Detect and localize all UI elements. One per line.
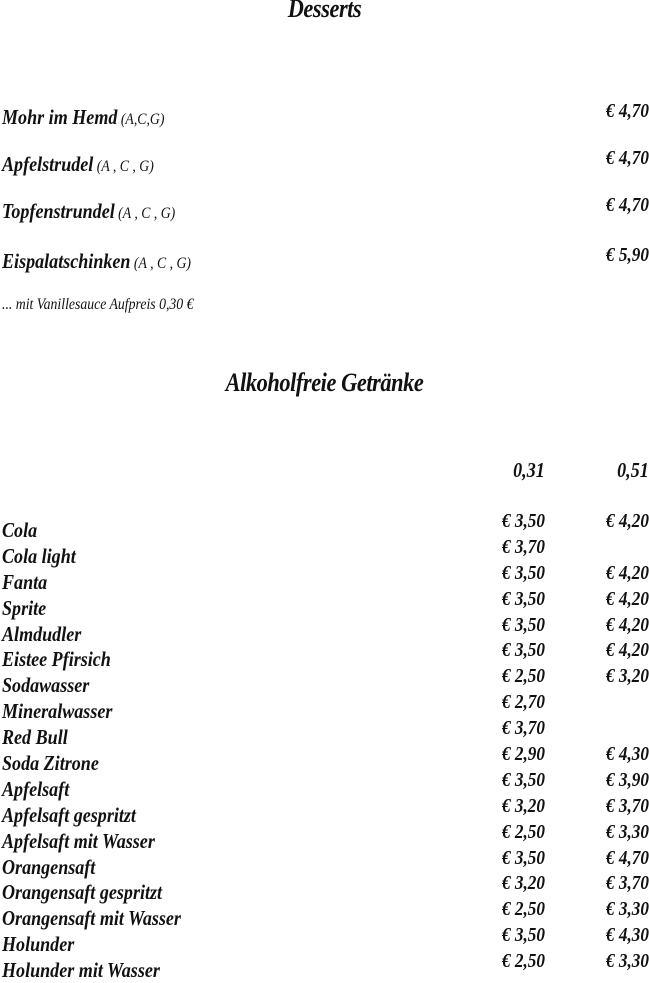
- drink-row: [0, 639, 649, 672]
- drink-name: Sprite: [2, 595, 47, 620]
- drink-row: [0, 768, 649, 801]
- drink-row: [0, 717, 649, 750]
- dessert-price: € 4,70: [606, 100, 649, 122]
- drink-price-large: € 3,30: [606, 898, 649, 921]
- drink-row: [0, 898, 649, 931]
- drink-row: [0, 613, 649, 646]
- drink-name: Holunder: [2, 932, 75, 957]
- dessert-name: [2, 249, 191, 274]
- drink-row: [0, 743, 649, 776]
- drink-name: Soda Zitrone: [2, 751, 99, 776]
- dessert-name: [2, 105, 164, 130]
- drink-price-large: € 4,20: [606, 561, 649, 584]
- drink-price-small: € 3,50: [502, 613, 545, 636]
- drink-price-small: € 2,90: [502, 743, 545, 766]
- drink-price-small: € 3,20: [502, 872, 545, 895]
- dessert-price: € 5,90: [606, 244, 649, 266]
- drink-name: Orangensaft mit Wasser: [2, 906, 181, 931]
- drink-price-small: € 3,50: [502, 587, 545, 610]
- drink-price-large: € 3,90: [606, 768, 649, 791]
- drink-price-small: € 3,70: [502, 535, 545, 558]
- drink-name: Apfelsaft: [2, 776, 70, 801]
- drink-name: Almdudler: [2, 621, 82, 646]
- drink-price-small: € 2,50: [502, 898, 545, 921]
- drink-price-small: € 2,50: [502, 820, 545, 843]
- dessert-item: [2, 194, 649, 224]
- dessert-item: [2, 100, 649, 130]
- drink-name: Orangensaft: [2, 854, 96, 879]
- drink-row: [0, 820, 649, 853]
- desserts-heading: Desserts: [287, 0, 362, 23]
- drink-name: Cola light: [2, 543, 76, 568]
- drink-price-large: € 4,30: [606, 743, 649, 766]
- dessert-allergens: (A,C,G): [120, 111, 165, 128]
- drink-name: Sodawasser: [2, 673, 90, 698]
- drink-row: [0, 846, 649, 879]
- drink-price-large: € 4,70: [606, 846, 649, 869]
- drink-price-large: € 3,30: [606, 820, 649, 843]
- dessert-name: [2, 152, 154, 177]
- dessert-name-text: Mohr im Hemd: [2, 105, 118, 129]
- drink-row: [0, 794, 649, 827]
- drink-price-small: € 3,50: [502, 846, 545, 869]
- drink-row: [0, 924, 649, 957]
- drink-price-large: € 4,20: [606, 639, 649, 662]
- drink-price-large: € 3,70: [606, 794, 649, 817]
- column-header-small: 0,31: [513, 458, 545, 482]
- drink-name: Holunder mit Wasser: [2, 958, 160, 983]
- drink-price-large: € 4,20: [606, 587, 649, 610]
- drink-row: [0, 535, 649, 568]
- drink-name: Apfelsaft gespritzt: [2, 802, 136, 827]
- drink-price-small: € 3,50: [502, 510, 545, 532]
- drink-row: [0, 561, 649, 594]
- drink-name: Mineralwasser: [2, 699, 113, 724]
- drink-name: Apfelsaft mit Wasser: [2, 828, 155, 853]
- dessert-name-text: Topfenstrundel: [2, 199, 115, 223]
- drink-row: [0, 691, 649, 724]
- drink-name: Eistee Pfirsich: [2, 647, 111, 672]
- drinks-list: [0, 510, 649, 983]
- drink-name: Orangensaft gespritzt: [2, 880, 163, 905]
- sauce-surcharge-note: ... mit Vanillesauce Aufpreis 0,30 €: [2, 296, 194, 313]
- dessert-item: [2, 244, 649, 274]
- dessert-name-text: Apfelstrudel: [2, 152, 94, 176]
- dessert-allergens: (A , C , G): [133, 255, 191, 272]
- drink-price-small: € 3,20: [502, 794, 545, 817]
- drink-name: Red Bull: [2, 725, 68, 750]
- drink-name: Cola: [2, 518, 38, 542]
- dessert-allergens: (A , C , G): [96, 158, 154, 175]
- drink-price-small: € 2,70: [502, 691, 545, 714]
- drink-price-large: € 4,30: [606, 924, 649, 947]
- drink-row: [0, 665, 649, 698]
- dessert-price: € 4,70: [606, 194, 649, 216]
- drink-price-small: € 3,70: [502, 717, 545, 740]
- drink-price-large: € 4,20: [606, 613, 649, 636]
- dessert-name: [2, 199, 175, 224]
- drink-price-large: € 3,30: [606, 950, 649, 973]
- dessert-name-text: Eispalatschinken: [2, 249, 131, 273]
- drink-price-large: € 3,20: [606, 665, 649, 688]
- drink-price-large: € 4,20: [606, 510, 649, 532]
- column-header-large: 0,51: [617, 458, 649, 482]
- drink-row: [0, 950, 649, 983]
- drinks-heading: Alkoholfreie Getränke: [225, 368, 424, 397]
- dessert-price: € 4,70: [606, 147, 649, 169]
- drink-row: [0, 587, 649, 620]
- drink-price-small: € 3,50: [502, 768, 545, 791]
- dessert-allergens: (A , C , G): [118, 205, 176, 222]
- drink-name: Fanta: [2, 569, 48, 594]
- drink-price-small: € 3,50: [502, 924, 545, 947]
- drink-price-large: € 3,70: [606, 872, 649, 895]
- drink-price-small: € 2,50: [502, 950, 545, 973]
- drink-row: [0, 872, 649, 905]
- drink-row: [0, 510, 649, 542]
- drink-price-small: € 3,50: [502, 639, 545, 662]
- drink-price-small: € 2,50: [502, 665, 545, 688]
- drink-price-small: € 3,50: [502, 561, 545, 584]
- dessert-item: [2, 147, 649, 177]
